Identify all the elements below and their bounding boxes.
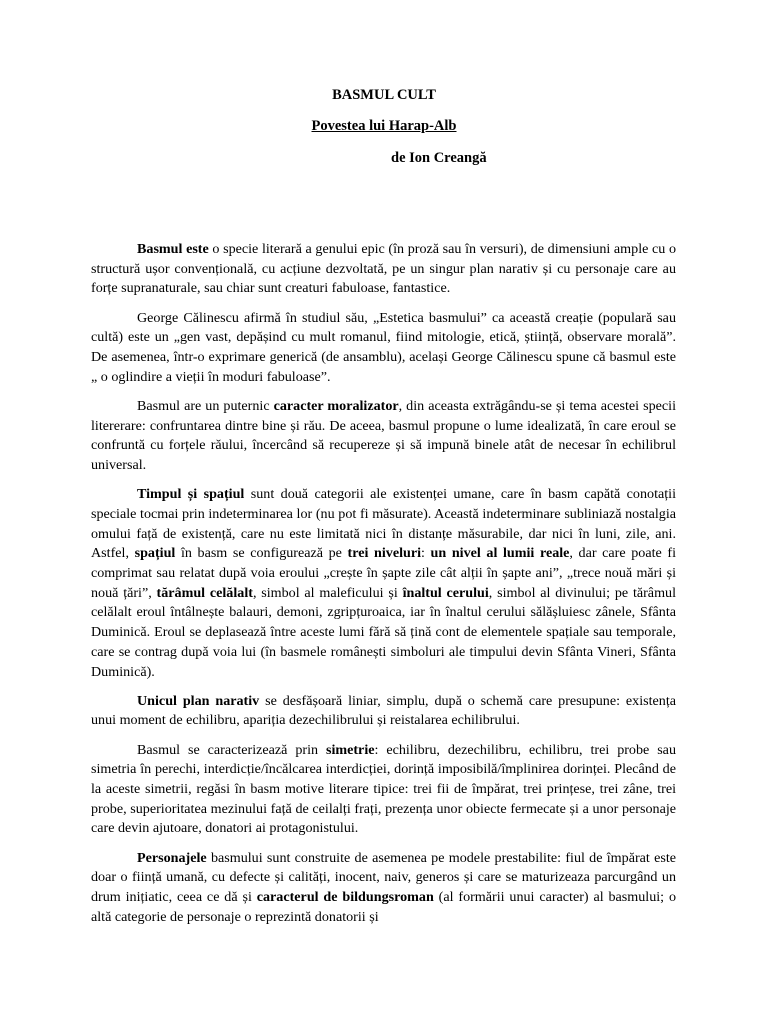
bold-text-run: caracterul de bildungsroman: [256, 889, 434, 906]
bold-text-run: trei niveluri: [347, 545, 422, 562]
text-run: , dar care poate fi comprimat sau relatat după voia eroului „crește în șapte zile cât alții în șapte ani”, „trece nouă mări și nouă țări”,: [91, 545, 676, 601]
body-paragraph: [91, 309, 676, 388]
document-author: de Ion Creangă: [391, 150, 487, 166]
text-run: :: [421, 545, 431, 562]
bold-text-run: Personajele: [137, 849, 207, 866]
bold-text-run: Timpul și spațiul: [137, 486, 245, 503]
text-run: sunt două categorii ale existenței umane, care în basm capătă conotații speciale tocmai prin indeterminarea lor (nu pot fi măsurate). Această indeterminare subliniază nostalgia omului față de existență, care nu este limitată nici în distanțe măsurabile, dar nici în luni, zile, ani. Astfel,: [91, 486, 676, 562]
bold-text-run: Unicul plan narativ: [137, 692, 260, 709]
text-run: George Călinescu afirmă în studiul său, „Estetica basmului” ca această creație (populară sau cultă) este un „gen vast, depășind cu mult romanul, fiind mitologie, etică, știință, observare morală”. De asemenea, într-o exprimare generică (de ansamblu), același George Călinescu spune că basmul este „ o oglindire a vieții în moduri fabuloase”.: [91, 309, 676, 385]
document-subtitle: Povestea lui Harap-Alb: [311, 118, 457, 134]
text-run: se desfășoară liniar, simplu, după o schemă care presupune: existența unui moment de echilibru, apariția dezechilibrului și reistalarea echilibrului.: [91, 692, 676, 729]
bold-text-run: înaltul cerului: [402, 584, 489, 601]
body-paragraph: [91, 849, 676, 928]
body-paragraph: [91, 397, 676, 476]
body-paragraph: [91, 485, 676, 682]
body-paragraph: [91, 240, 676, 299]
document-title: BASMUL CULT: [332, 87, 436, 103]
text-run: : echilibru, dezechilibru, echilibru, trei probe sau simetria în perechi, interdicție/încălcarea interdicției, dorință imposibilă/împlinirea dorinței. Plecând de la aceste simetrii, regăsi în basm motive literare tipice: trei fii de împărat, trei prințese, trei zâne, trei probe, superioritatea mezinului față de ceilalți frați, prezența unor obiecte fermecate și a unor personaje care devin ajutoare, donatori ai protagonistului.: [91, 741, 676, 837]
text-run: , simbol al divinului; pe tărâmul celălalt eroul întâlnește balauri, demoni, zgripțuroaica, iar în înaltul cerului sălășluiesc zânele, Sfânta Duminică. Eroul se deplasează între aceste lumi fără să țină cont de elementele spațiale sau temporale, care se contrag după voia lui (în basmele românești simboluri ale timpului devin Sfânta Vineri, Sfânta Duminică).: [91, 584, 676, 680]
body-paragraph: [91, 692, 676, 731]
body-paragraph: [91, 741, 676, 840]
bold-text-run: spațiul: [134, 545, 176, 562]
text-run: în basm se configurează pe: [175, 545, 348, 562]
text-run: , din aceasta extrăgându-se și tema acestei specii litererare: confruntarea dintre bine și rău. De aceea, basmul propune o lume idealizată, în care eroul se confruntă cu forțele răului, încercând să recupereze și să impună binele atât de necesar în echilibrul universal.: [91, 397, 676, 474]
text-run: Basmul are un puternic: [137, 397, 274, 414]
bold-text-run: simetrie: [325, 741, 375, 758]
text-run: o specie literară a genului epic (în proză sau în versuri), de dimensiuni ample cu o structură ușor convențională, cu acțiune dezvoltată, pe un singur plan narativ și cu personaje care au forțe supranaturale, sau chiar sunt creaturi fabuloase, fantastice.: [91, 241, 676, 297]
bold-text-run: Basmul este: [137, 241, 209, 257]
text-run: (al formării unui caracter) al basmului; o altă categorie de personaje o reprezintă donatorii și: [91, 889, 677, 925]
text-run: basmului sunt construite de asemenea pe modele prestabilite: fiul de împărat este doar o ființă umană, cu defecte și calități, inocent, naiv, generos și care se maturizeaza parcurgând un drum inițiatic, ceea ce dă și: [91, 849, 676, 906]
text-run: , simbol al maleficului și: [252, 584, 403, 601]
bold-text-run: caracter moralizator: [273, 397, 399, 414]
bold-text-run: tărâmul celălalt: [156, 584, 253, 601]
document-body: [91, 240, 676, 937]
bold-text-run: un nivel al lumii reale: [430, 545, 570, 562]
text-run: Basmul se caracterizează prin: [137, 741, 326, 758]
